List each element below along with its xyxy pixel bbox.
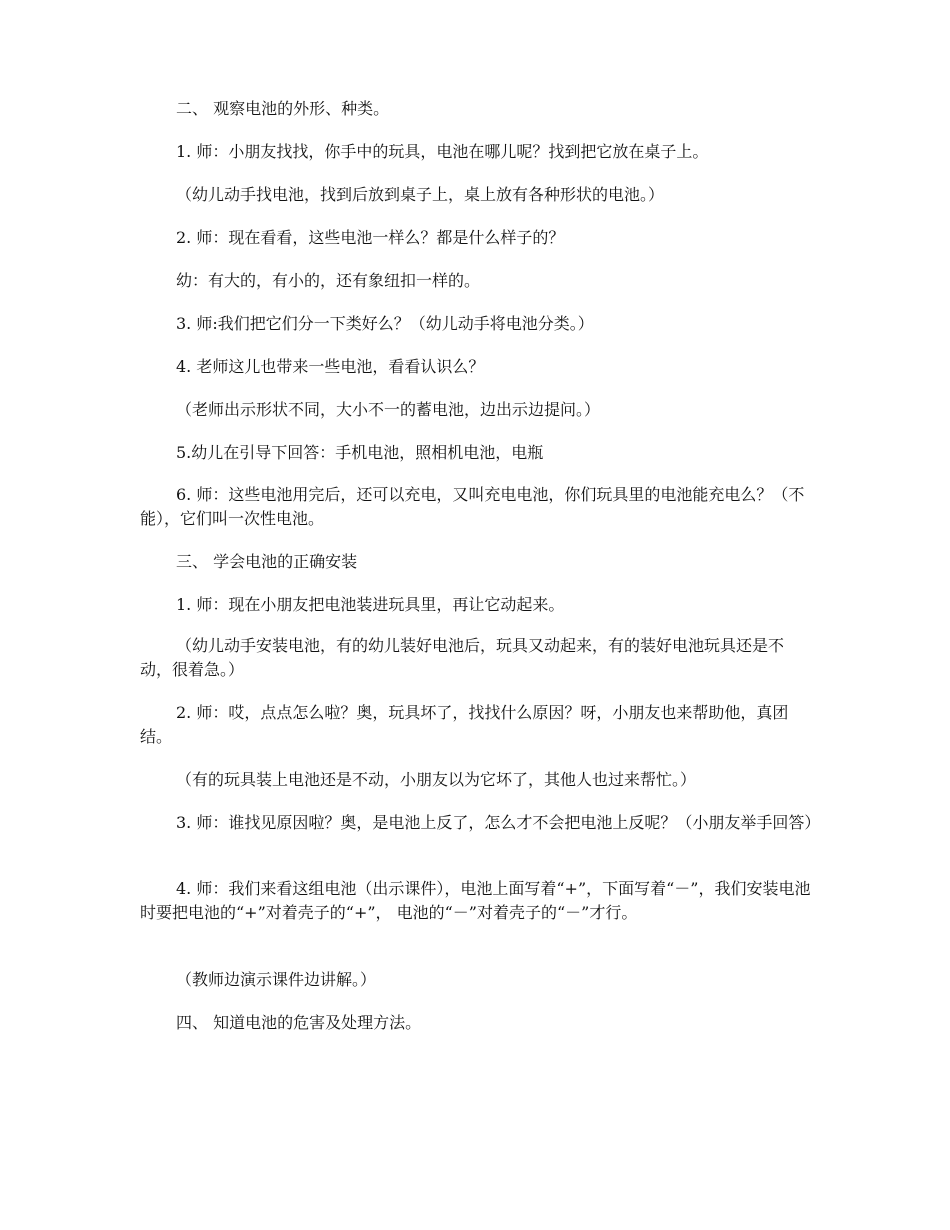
section-heading-observe: 二、 观察电池的外形、种类。 — [176, 99, 390, 118]
paragraph: 1. 师：小朋友找找，你手中的玩具，电池在哪儿呢？找到把它放在桌子上。 — [176, 142, 709, 161]
paragraph: 3. 师:我们把它们分一下类好么？（幼儿动手将电池分类。） — [176, 314, 594, 333]
section-heading-hazards: 四、 知道电池的危害及处理方法。 — [176, 1013, 422, 1032]
paragraph: 4. 师：我们来看这组电池（出示课件），电池上面写着“+”，下面写着“－”，我们安装电池时要把电池的“+”对着壳子的“+”， 电池的“－”对着壳子的“－”才行。 — [140, 879, 811, 922]
paragraph: 5.幼儿在引导下回答：手机电池，照相机电池，电瓶 — [176, 443, 544, 462]
section-heading-install: 三、 学会电池的正确安装 — [176, 552, 358, 571]
paragraph: 2. 师：哎，点点怎么啦？奥，玩具坏了，找找什么原因？呀，小朋友也来帮助他，真团结。 — [140, 703, 789, 746]
paragraph: （幼儿动手安装电池，有的幼儿装好电池后，玩具又动起来，有的装好电池玩具还是不动，很着急。） — [140, 636, 785, 679]
paragraph: 幼：有大的，有小的，还有象纽扣一样的。 — [176, 271, 481, 290]
paragraph: 1. 师：现在小朋友把电池装进玩具里，再让它动起来。 — [176, 595, 565, 614]
paragraph: 3. 师：谁找见原因啦？奥，是电池上反了，怎么才不会把电池上反呢？（小朋友举手回答） — [176, 813, 821, 832]
paragraph: 6. 师：这些电池用完后，还可以充电，又叫充电电池，你们玩具里的电池能充电么？（不能），它们叫一次性电池。 — [140, 485, 805, 528]
paragraph: （有的玩具装上电池还是不动，小朋友以为它坏了，其他人也过来帮忙。） — [176, 770, 697, 789]
paragraph: （老师出示形状不同，大小不一的蓄电池，边出示边提问。） — [176, 400, 601, 419]
paragraph: 4. 老师这儿也带来一些电池，看看认识么？ — [176, 357, 485, 376]
paragraph: （教师边演示课件边讲解。） — [176, 970, 377, 989]
paragraph: 2. 师：现在看看，这些电池一样么？都是什么样子的？ — [176, 228, 565, 247]
paragraph: （幼儿动手找电池，找到后放到桌子上，桌上放有各种形状的电池。） — [176, 185, 665, 204]
